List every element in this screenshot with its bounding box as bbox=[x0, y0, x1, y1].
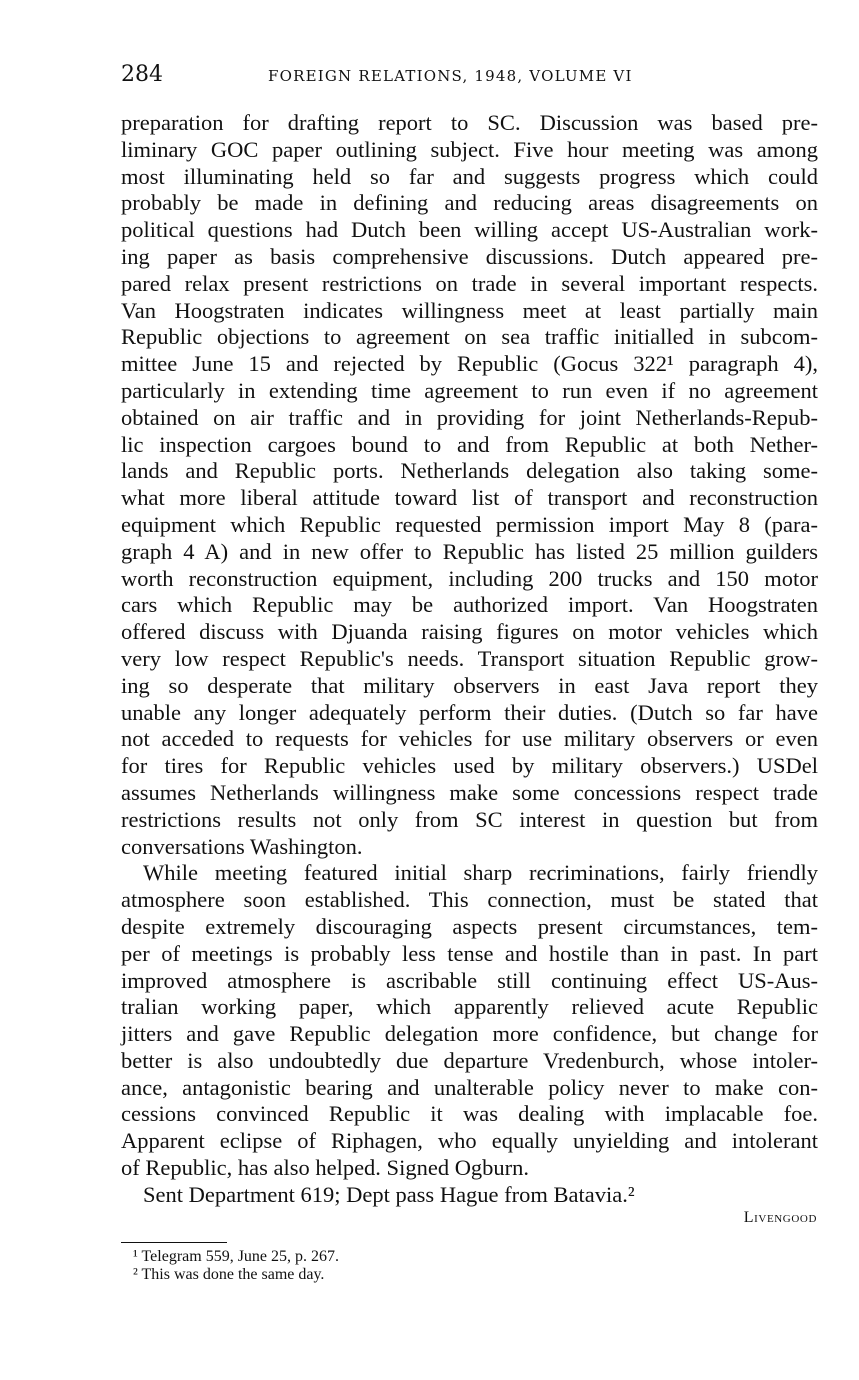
text-line: political questions had Dutch been willing accept US-Australian work- bbox=[121, 217, 818, 243]
text-line: ing so desperate that military observers in east Java report they bbox=[121, 672, 818, 698]
text-line: Republic objections to agreement on sea traffic initialled in subcom- bbox=[121, 324, 818, 350]
text-line: mittee June 15 and rejected by Republic (Gocus 322¹ paragraph 4), bbox=[121, 351, 818, 377]
text-line: assumes Netherlands willingness make some concessions respect trade bbox=[121, 779, 818, 805]
text-line: better is also undoubtedly due departure Vredenburch, whose intoler- bbox=[121, 1047, 818, 1073]
text-line: Van Hoogstraten indicates willingness meet at least partially main bbox=[121, 297, 818, 323]
signature: Livengood bbox=[743, 1209, 817, 1226]
text-line: ance, antagonistic bearing and unalterable policy never to make con- bbox=[121, 1074, 818, 1100]
text-line: very low respect Republic's needs. Transport situation Republic grow- bbox=[121, 645, 818, 671]
text-line: tralian working paper, which apparently relieved acute Republic bbox=[121, 994, 818, 1020]
running-head: FOREIGN RELATIONS, 1948, VOLUME VI bbox=[268, 67, 633, 85]
text-line: lands and Republic ports. Netherlands delegation also taking some- bbox=[121, 458, 818, 484]
text-line: Sent Department 619; Dept pass Hague from Batavia.² bbox=[143, 1181, 635, 1207]
body-text bbox=[121, 110, 818, 1209]
footnotes bbox=[133, 1248, 339, 1284]
page-number: 284 bbox=[121, 62, 163, 87]
footnote: ¹ Telegram 559, June 25, p. 267. bbox=[133, 1248, 340, 1265]
text-line: per of meetings is probably less tense and hostile than in past. In part bbox=[121, 940, 818, 966]
text-line: offered discuss with Djuanda raising figures on motor vehicles which bbox=[121, 619, 818, 645]
footnote: ² This was done the same day. bbox=[133, 1266, 325, 1283]
text-line: graph 4 A) and in new offer to Republic has listed 25 million guilders bbox=[121, 538, 818, 564]
text-line: jitters and gave Republic delegation more confidence, but change for bbox=[121, 1021, 818, 1047]
text-line: conversations Washington. bbox=[121, 833, 363, 859]
text-line: equipment which Republic requested permission import May 8 (para- bbox=[121, 511, 818, 537]
text-line: improved atmosphere is ascribable still continuing effect US-Aus- bbox=[121, 967, 818, 993]
text-line: ing paper as basis comprehensive discussions. Dutch appeared pre- bbox=[121, 243, 818, 269]
text-line: of Republic, has also helped. Signed Ogburn. bbox=[121, 1155, 530, 1181]
text-line: preparation for drafting report to SC. Discussion was based pre- bbox=[121, 110, 818, 135]
text-line: most illuminating held so far and suggests progress which could bbox=[121, 163, 818, 189]
text-line: for tires for Republic vehicles used by military observers.) USDel bbox=[121, 753, 818, 779]
footnote-rule bbox=[121, 1242, 227, 1243]
text-line: While meeting featured initial sharp recriminations, fairly friendly bbox=[143, 860, 818, 886]
text-line: worth reconstruction equipment, including 200 trucks and 150 motor bbox=[121, 565, 818, 591]
text-line: obtained on air traffic and in providing for joint Netherlands-Repub- bbox=[121, 404, 818, 430]
text-line: not acceded to requests for vehicles for use military observers or even bbox=[121, 726, 818, 752]
text-line: atmosphere soon established. This connection, must be stated that bbox=[121, 887, 818, 913]
text-line: liminary GOC paper outlining subject. Five hour meeting was among bbox=[121, 136, 818, 162]
text-line: cessions convinced Republic it was dealing with implacable foe. bbox=[121, 1101, 818, 1127]
text-line: cars which Republic may be authorized import. Van Hoogstraten bbox=[121, 592, 818, 618]
text-line: Apparent eclipse of Riphagen, who equally unyielding and intolerant bbox=[121, 1128, 818, 1154]
text-line: pared relax present restrictions on trade in several important respects. bbox=[121, 270, 818, 296]
text-line: probably be made in defining and reducing areas disagreements on bbox=[121, 190, 818, 216]
text-line: what more liberal attitude toward list of transport and reconstruction bbox=[121, 485, 818, 511]
text-line: despite extremely discouraging aspects present circumstances, tem- bbox=[121, 913, 818, 939]
text-line: lic inspection cargoes bound to and from Republic at both Nether- bbox=[121, 431, 818, 457]
text-line: restrictions results not only from SC interest in question but from bbox=[121, 806, 818, 832]
text-line: particularly in extending time agreement to run even if no agreement bbox=[121, 377, 818, 403]
text-line: unable any longer adequately perform their duties. (Dutch so far have bbox=[121, 699, 818, 725]
